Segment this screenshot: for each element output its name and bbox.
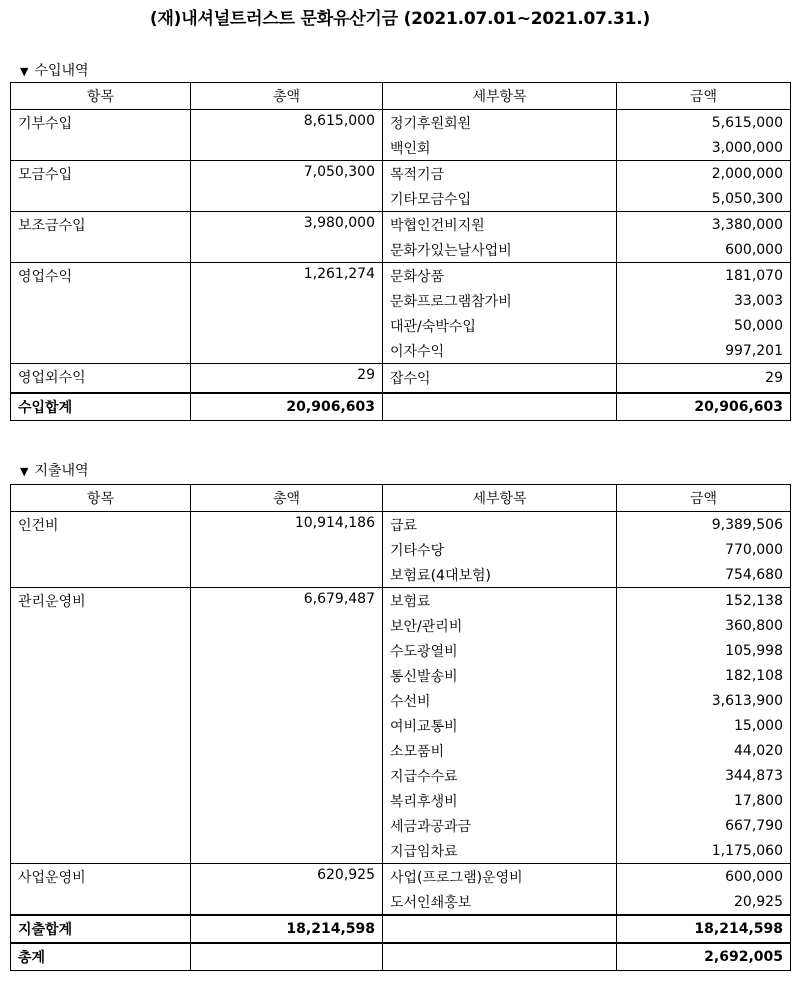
detail-name-cell: 수도광열비 bbox=[383, 638, 617, 663]
total-cell: 1,261,274 bbox=[191, 263, 383, 364]
header-detail: 세부항목 bbox=[383, 83, 617, 110]
detail-amount-cell: 600,000 bbox=[617, 237, 791, 263]
grand-total-empty bbox=[383, 943, 617, 971]
detail-name-cell: 세금과공과금 bbox=[383, 813, 617, 838]
detail-name-cell: 문화가있는날사업비 bbox=[383, 237, 617, 263]
total-cell: 7,050,300 bbox=[191, 161, 383, 212]
table-row bbox=[11, 588, 791, 614]
total-label: 지출합계 bbox=[11, 915, 191, 943]
detail-name-cell: 급료 bbox=[383, 512, 617, 538]
detail-name-cell: 지급수수료 bbox=[383, 763, 617, 788]
detail-amount-cell: 997,201 bbox=[617, 338, 791, 364]
item-cell: 관리운영비 bbox=[11, 588, 191, 864]
detail-amount-cell: 182,108 bbox=[617, 663, 791, 688]
detail-name-cell: 보안/관리비 bbox=[383, 613, 617, 638]
detail-amount-cell: 5,050,300 bbox=[617, 186, 791, 212]
detail-name-cell: 목적기금 bbox=[383, 161, 617, 187]
detail-amount-cell: 5,615,000 bbox=[617, 110, 791, 136]
grand-total-amount: 2,692,005 bbox=[617, 943, 791, 971]
detail-amount-cell: 754,680 bbox=[617, 562, 791, 588]
detail-amount-cell: 344,873 bbox=[617, 763, 791, 788]
header-total: 총액 bbox=[191, 83, 383, 110]
total-row bbox=[11, 915, 791, 943]
detail-name-cell: 통신발송비 bbox=[383, 663, 617, 688]
detail-name-cell: 수선비 bbox=[383, 688, 617, 713]
total-cell: 10,914,186 bbox=[191, 512, 383, 588]
total-label: 수입합계 bbox=[11, 393, 191, 421]
total-sum: 18,214,598 bbox=[191, 915, 383, 943]
total-sum: 20,906,603 bbox=[191, 393, 383, 421]
detail-name-cell: 보험료(4대보험) bbox=[383, 562, 617, 588]
detail-name-cell: 지급임차료 bbox=[383, 838, 617, 864]
detail-amount-cell: 9,389,506 bbox=[617, 512, 791, 538]
item-cell: 인건비 bbox=[11, 512, 191, 588]
total-empty bbox=[383, 393, 617, 421]
detail-amount-cell: 105,998 bbox=[617, 638, 791, 663]
total-cell: 6,679,487 bbox=[191, 588, 383, 864]
income-section-label bbox=[20, 60, 89, 80]
detail-name-cell: 대관/숙박수입 bbox=[383, 313, 617, 338]
total-cell: 620,925 bbox=[191, 864, 383, 916]
table-row bbox=[11, 212, 791, 238]
item-cell: 보조금수입 bbox=[11, 212, 191, 263]
detail-amount-cell: 667,790 bbox=[617, 813, 791, 838]
detail-name-cell: 문화상품 bbox=[383, 263, 617, 289]
expense-table bbox=[10, 484, 791, 971]
detail-name-cell: 보험료 bbox=[383, 588, 617, 614]
detail-name-cell: 박협인건비지원 bbox=[383, 212, 617, 238]
expense-header-row bbox=[11, 485, 791, 512]
triangle-down-icon: ▼ bbox=[20, 465, 29, 478]
total-amount: 20,906,603 bbox=[617, 393, 791, 421]
grand-total-empty bbox=[191, 943, 383, 971]
table-row bbox=[11, 364, 791, 394]
expense-section-title: 지출내역 bbox=[34, 463, 89, 479]
total-cell: 29 bbox=[191, 364, 383, 394]
detail-amount-cell: 152,138 bbox=[617, 588, 791, 614]
detail-amount-cell: 770,000 bbox=[617, 537, 791, 562]
header-amount: 금액 bbox=[617, 83, 791, 110]
table-row bbox=[11, 864, 791, 890]
detail-amount-cell: 360,800 bbox=[617, 613, 791, 638]
detail-name-cell: 정기후원회원 bbox=[383, 110, 617, 136]
income-header-row bbox=[11, 83, 791, 110]
item-cell: 영업외수익 bbox=[11, 364, 191, 394]
table-row bbox=[11, 512, 791, 538]
income-table bbox=[10, 82, 791, 421]
total-empty bbox=[383, 915, 617, 943]
item-cell: 영업수익 bbox=[11, 263, 191, 364]
detail-amount-cell: 2,000,000 bbox=[617, 161, 791, 187]
detail-amount-cell: 20,925 bbox=[617, 889, 791, 915]
detail-name-cell: 여비교통비 bbox=[383, 713, 617, 738]
detail-amount-cell: 3,380,000 bbox=[617, 212, 791, 238]
total-amount: 18,214,598 bbox=[617, 915, 791, 943]
item-cell: 사업운영비 bbox=[11, 864, 191, 916]
detail-name-cell: 기타수당 bbox=[383, 537, 617, 562]
total-cell: 3,980,000 bbox=[191, 212, 383, 263]
detail-amount-cell: 600,000 bbox=[617, 864, 791, 890]
detail-amount-cell: 33,003 bbox=[617, 288, 791, 313]
header-amount: 금액 bbox=[617, 485, 791, 512]
detail-name-cell: 기타모금수입 bbox=[383, 186, 617, 212]
table-row bbox=[11, 263, 791, 289]
detail-amount-cell: 3,000,000 bbox=[617, 135, 791, 161]
total-cell: 8,615,000 bbox=[191, 110, 383, 161]
page-title: (재)내셔널트러스트 문화유산기금 (2021.07.01~2021.07.31.) bbox=[149, 9, 651, 29]
detail-name-cell: 도서인쇄홍보 bbox=[383, 889, 617, 915]
detail-name-cell: 소모품비 bbox=[383, 738, 617, 763]
total-row bbox=[11, 393, 791, 421]
expense-section-label bbox=[20, 460, 89, 480]
header-total: 총액 bbox=[191, 485, 383, 512]
detail-amount-cell: 3,613,900 bbox=[617, 688, 791, 713]
detail-name-cell: 이자수익 bbox=[383, 338, 617, 364]
header-detail: 세부항목 bbox=[383, 485, 617, 512]
detail-name-cell: 백인회 bbox=[383, 135, 617, 161]
table-row bbox=[11, 110, 791, 136]
detail-amount-cell: 1,175,060 bbox=[617, 838, 791, 864]
triangle-down-icon: ▼ bbox=[20, 65, 29, 78]
detail-amount-cell: 50,000 bbox=[617, 313, 791, 338]
detail-amount-cell: 181,070 bbox=[617, 263, 791, 289]
item-cell: 모금수입 bbox=[11, 161, 191, 212]
header-item: 항목 bbox=[11, 83, 191, 110]
table-row bbox=[11, 161, 791, 187]
detail-amount-cell: 17,800 bbox=[617, 788, 791, 813]
item-cell: 기부수입 bbox=[11, 110, 191, 161]
grand-total-row bbox=[11, 943, 791, 971]
detail-name-cell: 문화프로그램참가비 bbox=[383, 288, 617, 313]
header-item: 항목 bbox=[11, 485, 191, 512]
detail-amount-cell: 44,020 bbox=[617, 738, 791, 763]
income-section-title: 수입내역 bbox=[34, 63, 89, 79]
detail-name-cell: 사업(프로그램)운영비 bbox=[383, 864, 617, 890]
detail-amount-cell: 29 bbox=[617, 364, 791, 394]
detail-amount-cell: 15,000 bbox=[617, 713, 791, 738]
detail-name-cell: 복리후생비 bbox=[383, 788, 617, 813]
grand-total-label: 총계 bbox=[11, 943, 191, 971]
detail-name-cell: 잡수익 bbox=[383, 364, 617, 394]
